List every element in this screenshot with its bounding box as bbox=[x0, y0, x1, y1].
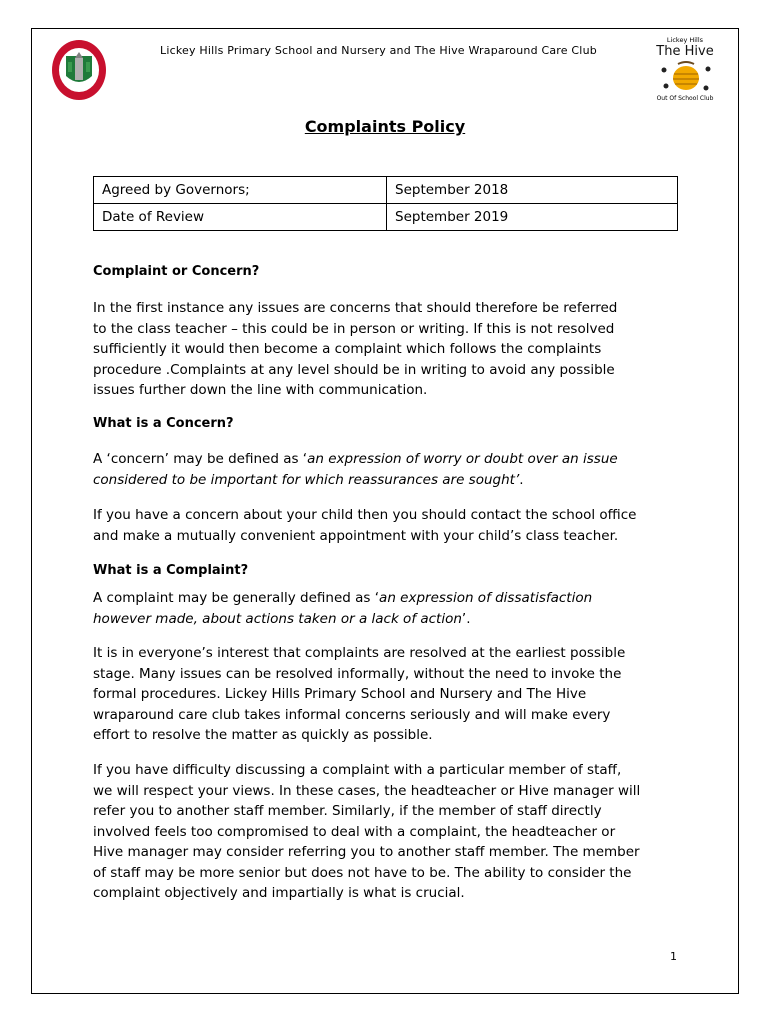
section-heading: Complaint or Concern? bbox=[93, 264, 260, 279]
concern-definition bbox=[93, 449, 693, 490]
paragraph-complaint-2 bbox=[93, 760, 693, 904]
table-cell-value: September 2019 bbox=[387, 204, 678, 231]
italic-quote: considered to be important for which reassurances are sought’ bbox=[93, 471, 520, 488]
section-heading: What is a Complaint? bbox=[93, 563, 249, 578]
hive-logo-top-text: Lickey Hills bbox=[666, 36, 704, 44]
text-line: In the first instance any issues are concerns that should therefore be referred bbox=[93, 300, 618, 316]
paragraph-concern bbox=[93, 505, 693, 546]
paragraph-complaint-or-concern bbox=[93, 298, 693, 401]
school-crest-logo bbox=[50, 38, 108, 102]
text-line bbox=[93, 588, 693, 609]
text-line bbox=[93, 449, 693, 470]
table-row bbox=[94, 177, 678, 204]
page-number: 1 bbox=[670, 950, 677, 963]
page-title: Complaints Policy bbox=[304, 117, 466, 136]
info-table bbox=[93, 176, 678, 231]
text-span: ’. bbox=[461, 610, 471, 627]
table-row bbox=[94, 204, 678, 231]
text-line bbox=[93, 470, 693, 491]
italic-quote: an expression of worry or doubt over an issue bbox=[307, 451, 618, 467]
text-line: stage. Many issues can be resolved informally, without the need to invoke the bbox=[93, 665, 622, 682]
text-line: formal procedures. Lickey Hills Primary School and Nursery and The Hive bbox=[93, 686, 587, 702]
text-span: A ‘concern’ may be defined as ‘ bbox=[93, 451, 308, 467]
text-line: we will respect your views. In these cases, the headteacher or Hive manager will bbox=[93, 782, 641, 799]
hive-logo-name: The Hive bbox=[656, 44, 714, 59]
text-line bbox=[93, 609, 693, 630]
text-line: issues further down the line with communication. bbox=[93, 382, 428, 398]
text-line: to the class teacher – this could be in person or writing. If this is not resolved bbox=[93, 320, 615, 337]
text-line: and make a mutually convenient appointment with your child’s class teacher. bbox=[93, 527, 619, 544]
table-cell-label: Agreed by Governors; bbox=[94, 177, 387, 204]
text-line: involved feels too compromised to deal with a complaint, the headteacher or bbox=[93, 823, 616, 840]
text-line: refer you to another staff member. Similarly, if the member of staff directly bbox=[93, 803, 602, 819]
text-line: wraparound care club takes informal concerns seriously and will make every bbox=[93, 706, 611, 723]
italic-quote: an expression of dissatisfaction bbox=[379, 590, 593, 606]
hive-logo-subtitle: Out Of School Club bbox=[656, 95, 714, 102]
text-line: procedure .Complaints at any level should be in writing to avoid any possible bbox=[93, 361, 615, 378]
beehive-icon bbox=[658, 60, 714, 94]
header-text: Lickey Hills Primary School and Nursery and The Hive Wraparound Care Club bbox=[160, 44, 597, 57]
text-line: If you have difficulty discussing a complaint with a particular member of staff, bbox=[93, 762, 622, 778]
hive-club-logo bbox=[650, 36, 720, 108]
paragraph-complaint-1 bbox=[93, 643, 693, 746]
text-line: If you have a concern about your child then you should contact the school office bbox=[93, 507, 637, 523]
text-line: complaint objectively and impartially is what is crucial. bbox=[93, 885, 465, 901]
text-line: Hive manager may consider referring you to another staff member. The member bbox=[93, 844, 640, 860]
complaint-definition bbox=[93, 588, 693, 629]
text-line: sufficiently it would then become a complaint which follows the complaints bbox=[93, 341, 602, 357]
text-span: A complaint may be generally defined as ‘ bbox=[93, 590, 380, 606]
text-line: It is in everyone’s interest that complaints are resolved at the earliest possible bbox=[93, 645, 626, 661]
text-span: . bbox=[519, 471, 524, 488]
text-line: effort to resolve the matter as quickly as possible. bbox=[93, 727, 433, 743]
text-line: of staff may be more senior but does not have to be. The ability to consider the bbox=[93, 864, 632, 881]
table-cell-value: September 2018 bbox=[387, 177, 678, 204]
table-cell-label: Date of Review bbox=[94, 204, 387, 231]
section-heading: What is a Concern? bbox=[93, 416, 234, 431]
italic-quote: however made, about actions taken or a lack of action bbox=[93, 610, 462, 627]
